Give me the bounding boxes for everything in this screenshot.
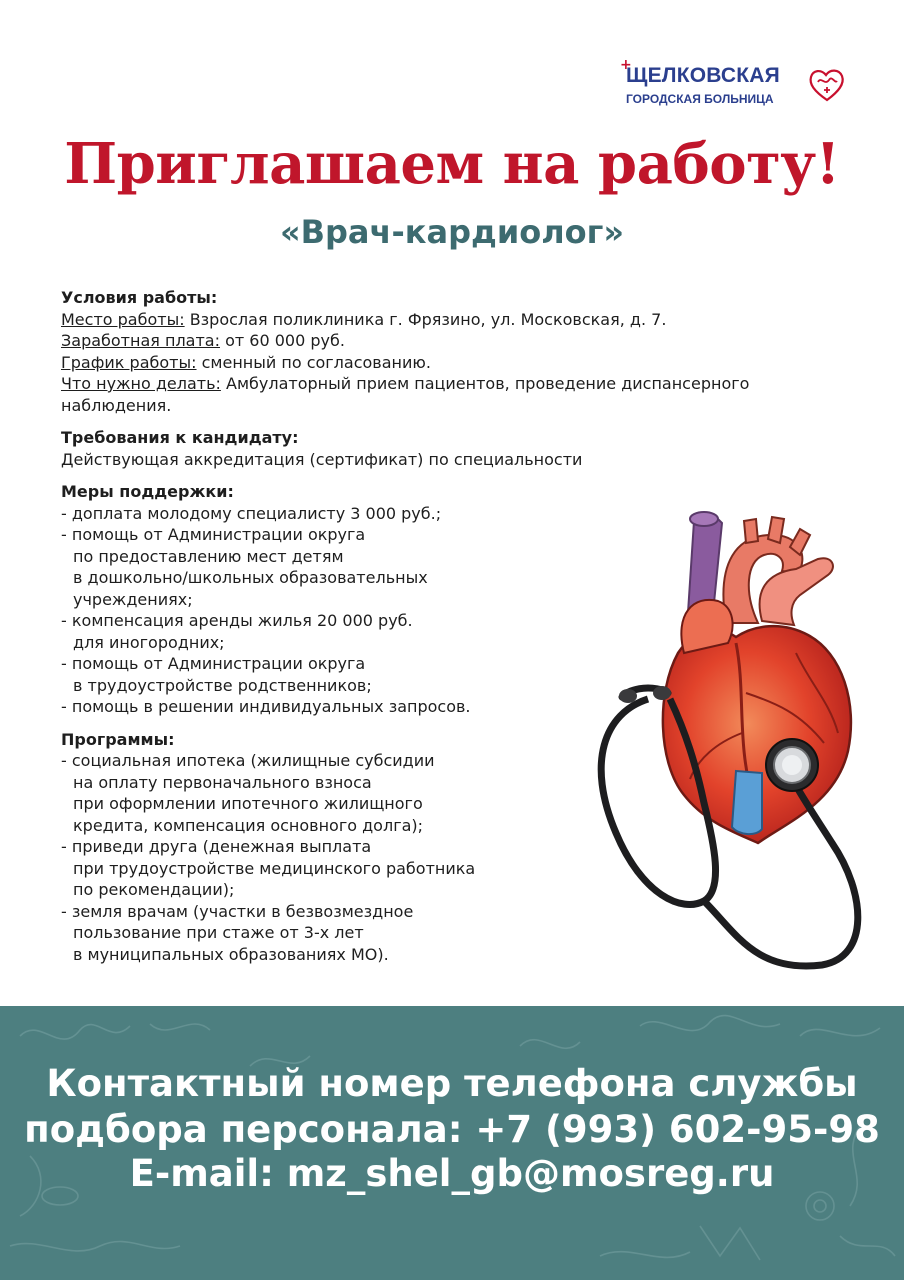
condition-value: от 60 000 руб. (219, 331, 345, 350)
logo-line-1: ЩЕЛКОВСКАЯ (626, 64, 780, 87)
support-heading: Меры поддержки: (61, 482, 234, 501)
program-line: - социальная ипотека (жилищные субсидии (61, 751, 435, 770)
condition-value: Взрослая поликлиника г. Фрязино, ул. Московская, д. 7. (184, 309, 667, 329)
heart-stethoscope-illustration (586, 503, 866, 978)
condition-line (61, 373, 861, 395)
program-line: - земля врачам (участки в безвозмездное (61, 901, 414, 921)
page-title: Приглашаем на работу! (64, 131, 840, 197)
support-line: для иногородних; (73, 632, 225, 652)
condition-continuation: наблюдения. (61, 395, 172, 415)
condition-line (61, 352, 861, 374)
support-line: - помощь в решении индивидуальных запросов. (61, 697, 471, 716)
logo-line-2: ГОРОДСКАЯ БОЛЬНИЦА (626, 92, 774, 106)
contact-line-1: Контактный номер телефона службы (46, 1062, 858, 1105)
condition-value: сменный по согласованию. (196, 352, 431, 372)
program-line: при оформлении ипотечного жилищного (73, 794, 423, 813)
condition-label: График работы: (61, 352, 197, 372)
support-line: - помощь от Администрации округа (61, 654, 366, 673)
hospital-logo (618, 58, 850, 114)
program-line: в муниципальных образованиях МО). (73, 944, 389, 964)
program-line: кредита, компенсация основного долга); (73, 815, 424, 835)
condition-line (61, 330, 861, 352)
support-line: - доплата молодому специалисту 3 000 руб.; (61, 503, 442, 523)
contact-phone[interactable]: подбора персонала: +7 (993) 602-95-98 (24, 1108, 880, 1151)
support-line: - компенсация аренды жилья 20 000 руб. (61, 611, 413, 630)
program-line: на оплату первоначального взноса (73, 772, 372, 792)
contact-footer (0, 1006, 904, 1280)
conditions-heading: Условия работы: (61, 288, 218, 307)
condition-label: Место работы: (61, 309, 185, 329)
program-line: - приведи друга (денежная выплата (61, 837, 372, 856)
support-line: в трудоустройстве родственников; (73, 675, 372, 695)
heart-emblem-icon (806, 64, 848, 106)
contact-email[interactable]: E-mail: mz_shel_gb@mosreg.ru (129, 1152, 775, 1195)
job-title: «Врач-кардиолог» (279, 213, 625, 251)
condition-label: Заработная плата: (61, 331, 220, 350)
programs-heading: Программы: (61, 729, 175, 749)
requirements-text: Действующая аккредитация (сертификат) по специальности (61, 449, 583, 469)
condition-line (61, 309, 861, 331)
condition-label: Что нужно делать: (61, 374, 221, 393)
condition-value: Амбулаторный прием пациентов, проведение диспансерного (220, 374, 750, 393)
support-line: по предоставлению мест детям (73, 546, 344, 566)
medical-cross-icon: + (620, 57, 632, 73)
program-line: по рекомендации); (73, 880, 235, 899)
program-line: пользование при стаже от 3-х лет (73, 923, 364, 942)
requirements-heading: Требования к кандидату: (61, 428, 299, 447)
support-line: в дошкольно/школьных образовательных (73, 568, 428, 587)
support-line: - помощь от Администрации округа (61, 525, 366, 544)
program-line: при трудоустройстве медицинского работника (73, 858, 476, 878)
support-line: учреждениях; (73, 589, 193, 609)
